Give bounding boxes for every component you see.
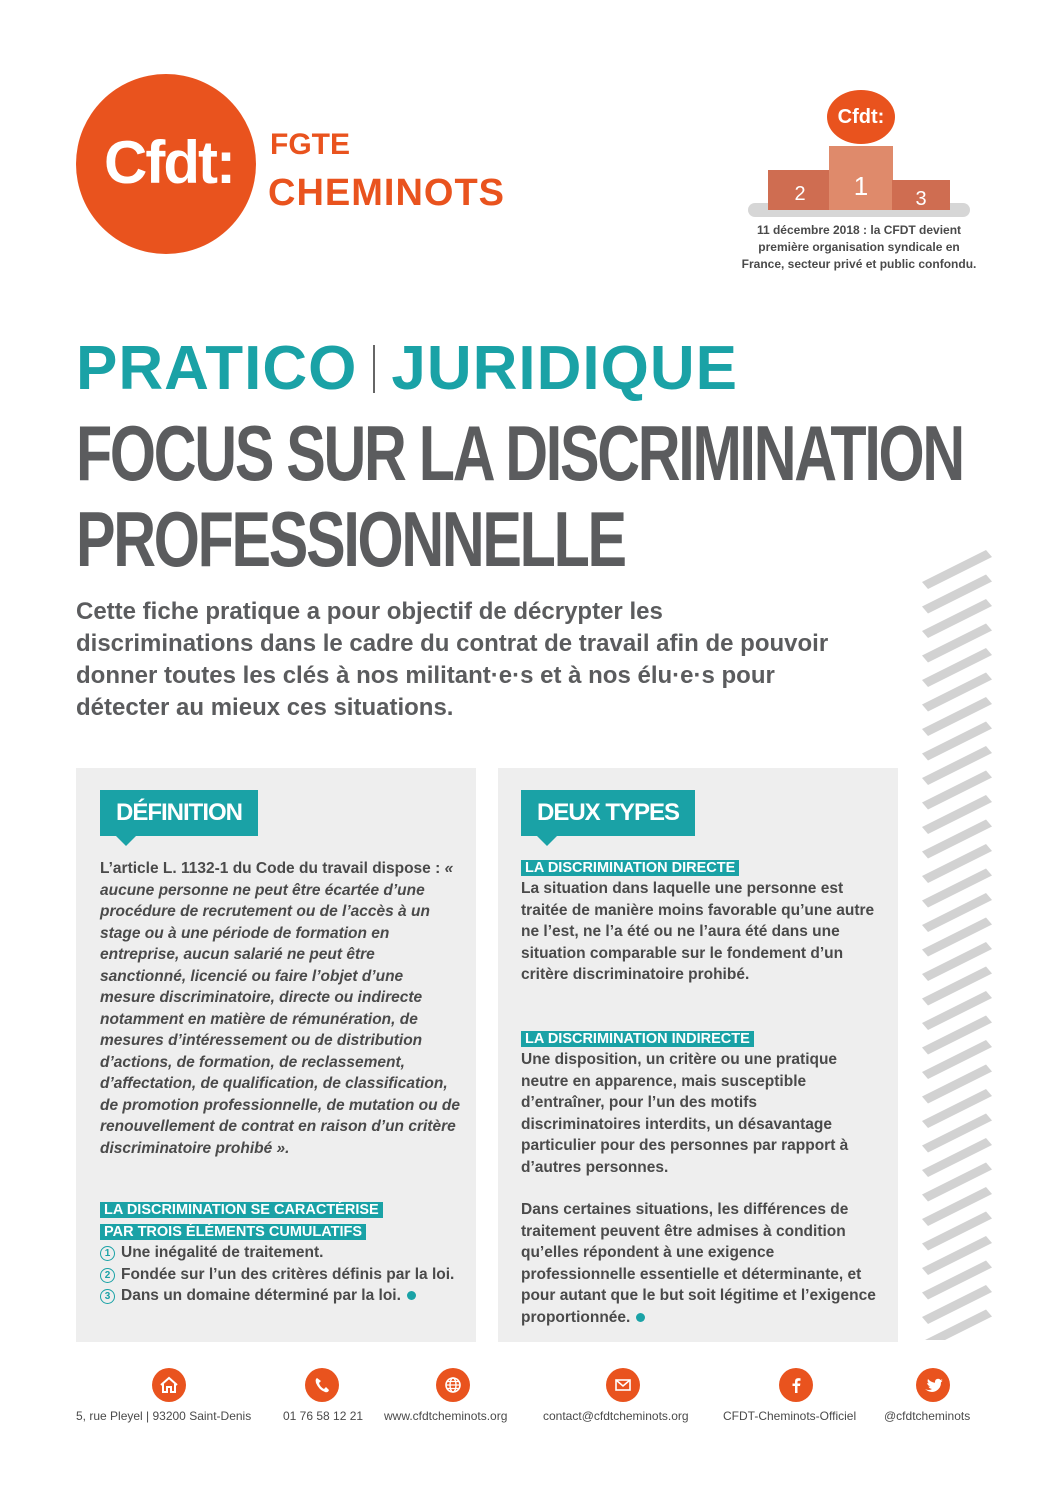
logo-fgte: FGTE: [270, 128, 350, 161]
decorative-stripes: [902, 540, 1002, 1340]
end-dot-icon: [407, 1291, 416, 1300]
direct-heading: LA DISCRIMINATION DIRECTE: [521, 860, 739, 876]
indirect-section: [521, 1029, 881, 1178]
podium-step-1: 1: [829, 146, 893, 210]
number-3-icon: 3: [100, 1289, 115, 1304]
home-icon: [152, 1368, 186, 1402]
direct-text: La situation dans laquelle une personne est traitée de manière moins favorable qu’une autre ne l’est, ne l’a été ou ne l’aura été dans une situation comparable sur le fondement d’un critère discriminatoire prohibé.: [521, 880, 875, 983]
kicker-juridique: JURIDIQUE: [391, 334, 739, 403]
podium-step-3: 3: [892, 180, 950, 210]
podium-caption-text: la CFDT devient première organisation syndicale en France, secteur privé et public confondu.: [741, 223, 977, 271]
logo-cheminots: CHEMINOTS: [268, 172, 505, 214]
podium-step-2: 2: [768, 170, 832, 210]
footer-address: 5, rue Pleyel | 93200 Saint-Denis: [76, 1409, 252, 1423]
criteria-list: [100, 1242, 460, 1307]
footer-twitter-link[interactable]: @cfdtcheminots: [884, 1409, 971, 1423]
footer-website-link[interactable]: www.cfdtcheminots.org: [384, 1409, 508, 1423]
page-title: [76, 409, 963, 583]
twitter-icon: [916, 1368, 950, 1402]
types-tag: DEUX TYPES: [521, 790, 695, 836]
podium-caption-date: 11 décembre 2018 :: [756, 223, 868, 237]
indirect-heading: LA DISCRIMINATION INDIRECTE: [521, 1031, 754, 1047]
title-line-1: FOCUS SUR LA DISCRIMINATION: [76, 409, 963, 497]
podium-badge: Cfdt:: [827, 90, 895, 144]
title-line-2: PROFESSIONNELLE: [76, 495, 625, 583]
globe-icon: [436, 1368, 470, 1402]
list-item: 2 Fondée sur l’un des critères définis par la loi.: [100, 1264, 460, 1286]
characterise-heading: [100, 1200, 383, 1242]
list-item: 1 Une inégalité de traitement.: [100, 1242, 460, 1264]
number-1-icon: 1: [100, 1246, 115, 1261]
characterise-heading-1: LA DISCRIMINATION SE CARACTÉRISE: [100, 1202, 383, 1218]
definition-quote: « aucune personne ne peut être écartée d’une procédure de recrutement ou de l’accès à un stage ou à une période de formation en entreprise, aucun salarié ne peut être sanctionné, licencié ou faire l’objet d’une mesure discriminatoire, directe ou indirecte notamment en matière de rémunération, de mesures d’intéressement ou de distribution d’actions, de formation, de reclassement, d’affectation, de qualification, de classification, de promotion professionnelle, de mutation ou de renouvellement de contrat en raison d’un critère discriminatoire prohibé ».: [100, 860, 460, 1157]
podium-caption: [740, 222, 978, 273]
list-item: 3 Dans un domaine déterminé par la loi.: [100, 1285, 460, 1307]
intro-text: Cette fiche pratique a pour objectif de décrypter les discriminations dans le cadre du contrat de travail afin de pouvoir donner toutes les clés à nos militant·e·s et à nos élu·e·s pour détecter au mieux ces situations.: [76, 598, 829, 721]
phone-icon: [305, 1368, 339, 1402]
kicker: [76, 333, 738, 404]
kicker-pratico: PRATICO: [76, 334, 358, 403]
footer-phone[interactable]: 01 76 58 12 21: [283, 1409, 364, 1423]
definition-text: [100, 858, 460, 1159]
number-2-icon: 2: [100, 1268, 115, 1283]
facebook-icon: [779, 1368, 813, 1402]
logo-text: Cfdt:: [104, 129, 234, 196]
footer-facebook-link[interactable]: CFDT-Cheminots-Officiel: [723, 1409, 857, 1423]
definition-lead: L’article L. 1132-1 du Code du travail dispose :: [100, 860, 445, 877]
indirect-text: Une disposition, un critère ou une pratique neutre en apparence, mais susceptible d’entraîner, pour l’un des motifs discriminatoires interdits, un désavantage particulier pour des personnes par rapport à d’autres personnes.: [521, 1051, 849, 1176]
direct-section: [521, 858, 881, 986]
footer-email-link[interactable]: contact@cfdtcheminots.org: [543, 1409, 689, 1423]
characterise-heading-2: PAR TROIS ÉLÉMENTS CUMULATIFS: [100, 1224, 366, 1240]
definition-tag: DÉFINITION: [100, 790, 258, 836]
mail-icon: [606, 1368, 640, 1402]
end-dot-icon: [636, 1313, 645, 1322]
kicker-separator: [373, 345, 375, 393]
types-note: Dans certaines situations, les différences de traitement peuvent être admises à condition qu’elles répondent à une exigence professionnelle essentielle et déterminante, et pour autant que le but soit légitime et l’exigence proportionnée.: [521, 1201, 876, 1326]
